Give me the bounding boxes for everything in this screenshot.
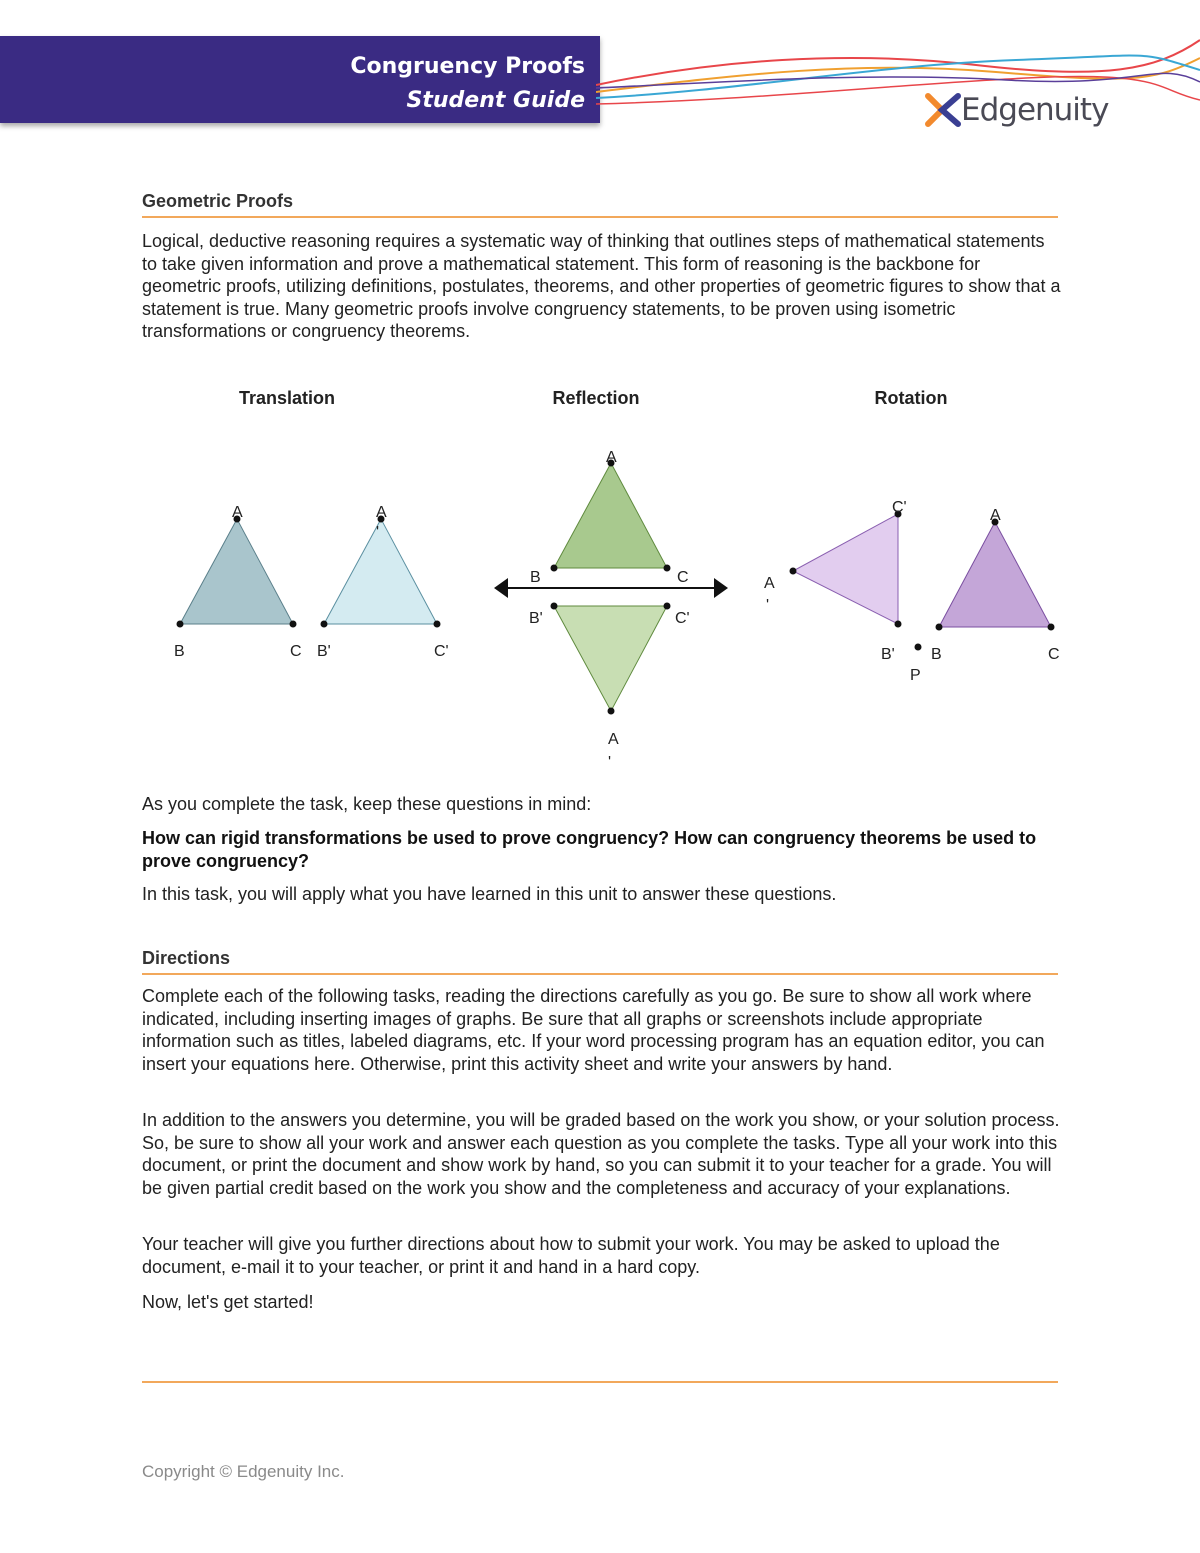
triangle-abc (180, 519, 293, 624)
reflection-line-left-arrow (494, 578, 508, 598)
section-heading-geometric-proofs: Geometric Proofs (142, 191, 1058, 218)
label-p: P (910, 667, 921, 684)
directions-paragraph-4: Now, let's get started! (142, 1292, 314, 1312)
logo-wordmark: Edgenuity (961, 92, 1109, 128)
label-a-prime: A (764, 575, 775, 592)
label-b-prime: B' (529, 610, 543, 627)
point-c (290, 621, 297, 628)
geometric-proofs-paragraph: Logical, deductive reasoning requires a systematic way of thinking that outlines steps of mathematical statements to take given information and prove a mathematical statement. This form of reasoning is the backbone for geometric proofs, utilizing definitions, postulates, theorems, and other properties of geometric figures to show that a statement is true. Many geometric proofs involve congruency statements, to be proven using isometric transformations or congruency theorems. (142, 231, 1061, 341)
document-subtitle: Student Guide (406, 88, 585, 113)
document-title: Congruency Proofs (350, 54, 585, 79)
point-c-prime (664, 603, 671, 610)
point-b-prime (551, 603, 558, 610)
copyright-notice: Copyright © Edgenuity Inc. (142, 1462, 345, 1481)
label-a-prime-tick: ' (608, 754, 612, 771)
essential-questions: How can rigid transformations be used to prove congruency? How can congruency theorems be used to prove congruency? (142, 828, 1037, 871)
label-c-prime: C' (675, 610, 690, 627)
label-b: B (174, 643, 185, 660)
section-heading-directions: Directions (142, 948, 1058, 975)
point-b (177, 621, 184, 628)
label-a: A (232, 504, 243, 521)
label-b: B (530, 569, 541, 586)
label-c: C (677, 569, 689, 586)
questions-intro: As you complete the task, keep these questions in mind: (142, 794, 592, 814)
point-c-prime (434, 621, 441, 628)
point-b (936, 624, 943, 631)
point-a-prime (790, 568, 797, 575)
triangle-abc (554, 463, 667, 568)
directions-paragraph-3: Your teacher will give you further directions about how to submit your work. You may be asked to upload the document, e-mail it to your teacher, or print it and hand in a hard copy. (142, 1234, 1000, 1277)
rotation-diagram (764, 499, 1060, 684)
label-c-prime: C' (892, 499, 907, 516)
translation-title: Translation (238, 388, 336, 408)
reflection-title: Reflection (552, 388, 640, 408)
directions-paragraph-2: In addition to the answers you determine, you will be graded based on the work you show, or your solution process. So, be sure to show all your work and answer each question as you complete the tasks. Type all your work into this document, or print the document and show work by hand, so you can submit it to your teacher for a grade. You will be given partial credit based on the work you show and the completeness and accuracy of your explanations. (142, 1110, 1060, 1198)
point-b-prime (895, 621, 902, 628)
point-p (915, 644, 922, 651)
label-a-prime: A (608, 731, 619, 748)
rotation-title: Rotation (874, 388, 948, 408)
label-a-prime: A (376, 504, 387, 521)
translation-diagram (174, 504, 449, 660)
triangle-abc-prime (554, 606, 667, 711)
questions-outro: In this task, you will apply what you have learned in this unit to answer these questions. (142, 884, 837, 904)
triangle-abc (939, 522, 1051, 627)
point-a-prime (608, 708, 615, 715)
reflection-diagram (494, 449, 728, 771)
label-a: A (990, 507, 1001, 524)
triangle-abc-prime (324, 519, 437, 624)
triangle-abc-prime (793, 514, 898, 624)
point-b-prime (321, 621, 328, 628)
label-a-prime-tick: ' (766, 597, 770, 614)
label-c: C (1048, 646, 1060, 663)
label-b-prime: B' (881, 646, 895, 663)
point-c (664, 565, 671, 572)
point-b (551, 565, 558, 572)
label-b-prime: B' (317, 643, 331, 660)
footer-rule (142, 1381, 1058, 1383)
label-a: A (606, 449, 617, 466)
label-c: C (290, 643, 302, 660)
label-b: B (931, 646, 942, 663)
directions-paragraph-1: Complete each of the following tasks, reading the directions carefully as you go. Be sure to show all work where indicated, including inserting images of graphs. Be sure that all graphs or screenshots include appropriate information such as titles, labeled diagrams, etc. If your word processing program has an equation editor, you can insert your equations here. Otherwise, print this activity sheet and write your answers by hand. (142, 986, 1045, 1074)
reflection-line-right-arrow (714, 578, 728, 598)
label-c-prime: C' (434, 643, 449, 660)
point-c (1048, 624, 1055, 631)
label-a-prime-tick: ' (376, 524, 380, 541)
